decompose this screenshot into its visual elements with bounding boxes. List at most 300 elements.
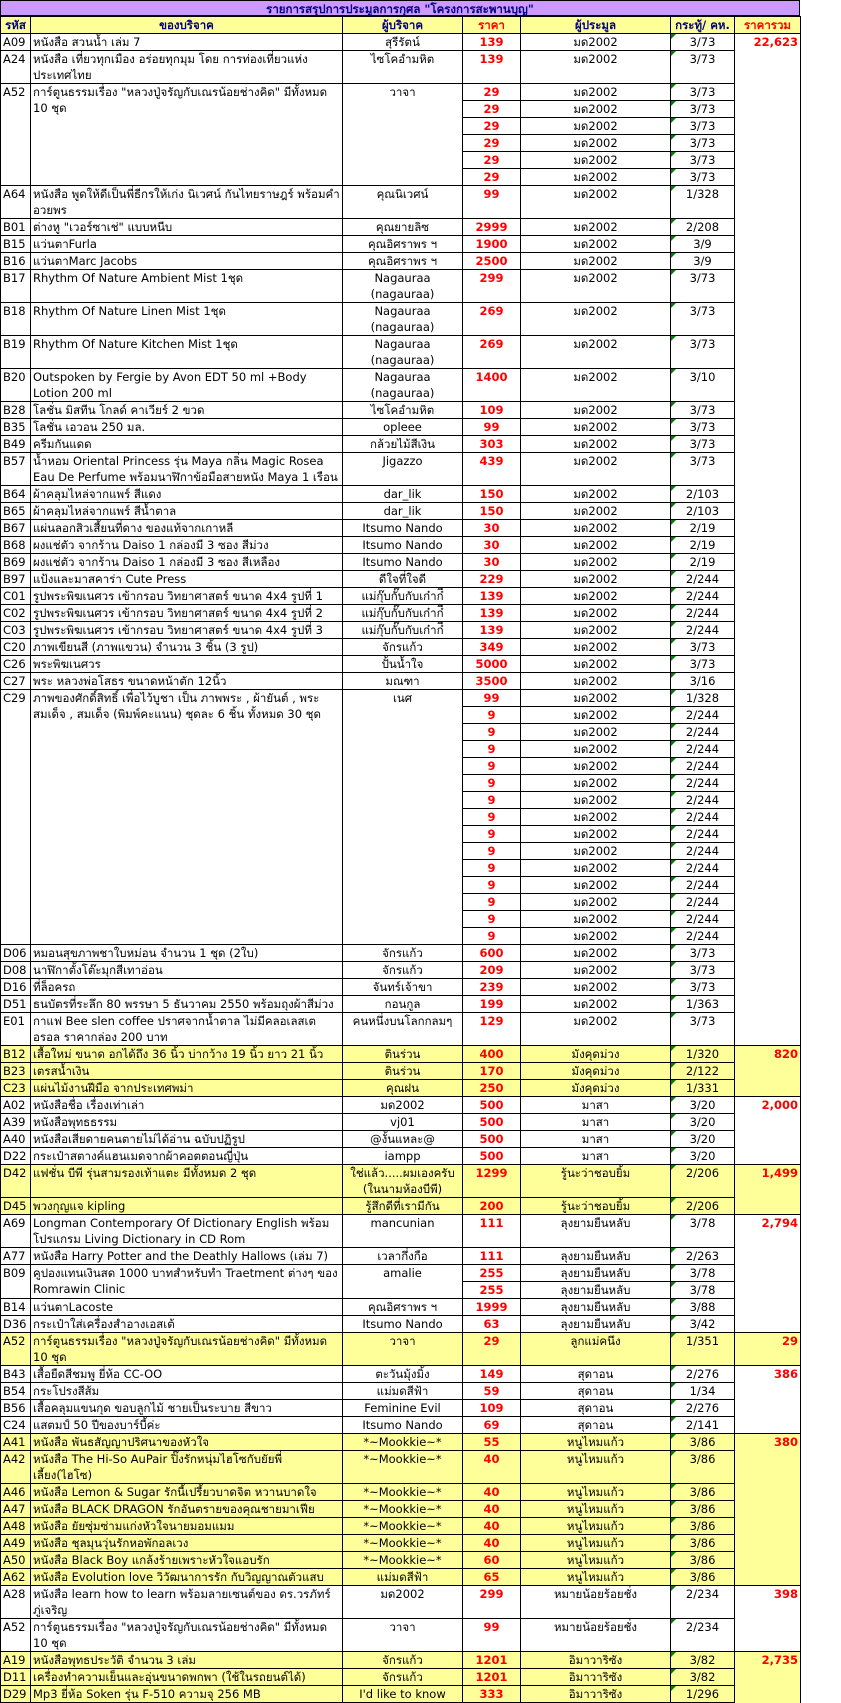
cell-bidder: มด2002	[521, 775, 671, 792]
cell-bidder: มด2002	[521, 877, 671, 894]
cell-donor: ไซโคอำมหิต	[343, 51, 463, 84]
cell-code: A47	[1, 1501, 31, 1518]
cell-item: หนังสือเสียดายคนตายไม่ได้อ่าน ฉบับปฏิรูป	[31, 1131, 343, 1148]
cell-bidder: มด2002	[521, 520, 671, 537]
cell-donor: Nagauraa (nagauraa)	[343, 336, 463, 369]
cell-price: 9	[463, 758, 521, 775]
table-row	[1, 453, 801, 486]
cell-thread: 2/244	[671, 724, 735, 741]
cell-bidder: มาสา	[521, 1148, 671, 1165]
cell-price: 303	[463, 436, 521, 453]
cell-bidder: มด2002	[521, 741, 671, 758]
cell-item: พระพิฆเนศวร	[31, 656, 343, 673]
cell-total	[735, 453, 801, 486]
cell-donor: ตะวันมุ้งมิ้ง	[343, 1366, 463, 1383]
cell-donor: จันทร์เจ้าขา	[343, 979, 463, 996]
cell-bidder: มาสา	[521, 1114, 671, 1131]
cell-item: หนังสือ ยัยซุ่มซ่ามแก่งหัวใจนายมอมแมม	[31, 1518, 343, 1535]
cell-code: A46	[1, 1484, 31, 1501]
cell-bidder: มด2002	[521, 996, 671, 1013]
cell-donor: คุณอิศราพร ฯ	[343, 253, 463, 270]
table-row	[1, 945, 801, 962]
cell-thread: 3/86	[671, 1451, 735, 1484]
cell-item: แฟชั่น บีพี รุ่นสามรองเท้าแตะ มีทั้งหมด 2 ชุด	[31, 1165, 343, 1198]
cell-price: 170	[463, 1063, 521, 1080]
cell-bidder: มด2002	[521, 809, 671, 826]
table-row	[1, 1215, 801, 1248]
cell-bidder: มด2002	[521, 622, 671, 639]
cell-price: 9	[463, 741, 521, 758]
cell-code: A40	[1, 1131, 31, 1148]
cell-code: B49	[1, 436, 31, 453]
cell-bidder: ลุงยามยืนหลับ	[521, 1265, 671, 1282]
cell-thread: 2/244	[671, 877, 735, 894]
cell-bidder: หนูไหมแก้ว	[521, 1434, 671, 1451]
table-row	[1, 1148, 801, 1165]
cell-bidder: อิมาวาริซัง	[521, 1652, 671, 1669]
cell-price: 299	[463, 270, 521, 303]
cell-price: 29	[463, 101, 521, 118]
table-row	[1, 1097, 801, 1114]
cell-bidder: มด2002	[521, 1013, 671, 1046]
cell-bidder: มด2002	[521, 588, 671, 605]
cell-total	[735, 571, 801, 588]
cell-code: A39	[1, 1114, 31, 1131]
cell-donor: Itsumo Nando	[343, 554, 463, 571]
table-row	[1, 186, 801, 219]
cell-donor: เวลากึ่งกือ	[343, 1248, 463, 1265]
cell-item: Mp3 ยี่ห้อ Soken รุ่น F-510 ความจุ 256 MB	[31, 1686, 343, 1703]
cell-price: 40	[463, 1518, 521, 1535]
cell-thread: 2/244	[671, 758, 735, 775]
cell-code: B97	[1, 571, 31, 588]
cell-price: 1900	[463, 236, 521, 253]
cell-donor: Itsumo Nando	[343, 1417, 463, 1434]
cell-donor: แม่กุ๊บกั๊บกับเก๋าก๋ี้	[343, 622, 463, 639]
cell-total	[735, 369, 801, 402]
header-bidder: ผู้ประมูล	[521, 17, 671, 34]
cell-price: 500	[463, 1097, 521, 1114]
cell-total	[735, 843, 801, 860]
cell-bidder: มด2002	[521, 690, 671, 707]
table-row	[1, 1131, 801, 1148]
cell-code: B35	[1, 419, 31, 436]
table-row	[1, 1535, 801, 1552]
cell-price: 500	[463, 1148, 521, 1165]
cell-code: A69	[1, 1215, 31, 1248]
cell-bidder: สุดาอน	[521, 1383, 671, 1400]
sheet-title: รายการสรุปการประมูลการกุศล "โครงการสะพานบุญ"	[0, 0, 800, 16]
cell-total	[735, 84, 801, 101]
cell-thread: 3/73	[671, 270, 735, 303]
cell-item: หนังสือ เที่ยวทุกเมือง อร่อยทุกมุม โดย การท่องเที่ยวแห่งประเทศไทย	[31, 51, 343, 84]
cell-donor: คุณอิศราพร ฯ	[343, 236, 463, 253]
cell-thread: 3/20	[671, 1097, 735, 1114]
cell-thread: 3/78	[671, 1265, 735, 1282]
cell-total: 22,623	[735, 34, 801, 51]
cell-donor: amalie	[343, 1265, 463, 1299]
cell-donor: opleee	[343, 419, 463, 436]
cell-price: 111	[463, 1248, 521, 1265]
cell-donor: สุรีรัตน์	[343, 34, 463, 51]
cell-price: 3500	[463, 673, 521, 690]
cell-price: 63	[463, 1316, 521, 1333]
cell-item: ผ้าคลุมไหล่จากแพร์ สีแดง	[31, 486, 343, 503]
cell-item: หนังสือ สวนน้ำ เล่ม 7	[31, 34, 343, 51]
cell-code: A50	[1, 1552, 31, 1569]
cell-price: 9	[463, 792, 521, 809]
cell-bidder: ลุงยามยืนหลับ	[521, 1299, 671, 1316]
cell-total	[735, 605, 801, 622]
table-row	[1, 1484, 801, 1501]
table-row	[1, 219, 801, 236]
cell-thread: 2/141	[671, 1417, 735, 1434]
cell-bidder: มด2002	[521, 169, 671, 186]
cell-price: 2999	[463, 219, 521, 236]
cell-thread: 2/244	[671, 826, 735, 843]
cell-thread: 3/42	[671, 1316, 735, 1333]
cell-total	[735, 724, 801, 741]
cell-donor: กล้วยไม้สีเงิน	[343, 436, 463, 453]
cell-item: ภาพของศักดิ์สิทธิ์ เพื่อไว้บูชา เป็น ภาพพระ , ผ้ายันต์ , พระสมเด็จ , สมเด็จ (พิมพ์คะแนน) ชุดละ 6 ชิ้น ทั้งหมด 30 ชุด	[31, 690, 343, 945]
cell-donor: *~Mookkie~*	[343, 1518, 463, 1535]
table-row	[1, 1569, 801, 1586]
cell-price: 69	[463, 1417, 521, 1434]
cell-price: 99	[463, 419, 521, 436]
cell-thread: 2/208	[671, 219, 735, 236]
cell-bidder: มด2002	[521, 453, 671, 486]
cell-code: C26	[1, 656, 31, 673]
cell-price: 500	[463, 1131, 521, 1148]
cell-code: D16	[1, 979, 31, 996]
cell-thread: 2/244	[671, 928, 735, 945]
cell-code: A24	[1, 51, 31, 84]
cell-code: A52	[1, 1333, 31, 1366]
cell-item: นาฬิกาตั้งโต๊ะมุกสีเทาอ่อน	[31, 962, 343, 979]
cell-code: B67	[1, 520, 31, 537]
table-row	[1, 1451, 801, 1484]
cell-total	[735, 152, 801, 169]
cell-item: หนังสือ Evolution love วิวัฒนาการรัก กับวิญญาณตัวแสบ	[31, 1569, 343, 1586]
cell-price: 1400	[463, 369, 521, 402]
cell-total	[735, 979, 801, 996]
cell-item: รูปพระพิฆเนศวร เข้ากรอบ วิทยาศาสตร์ ขนาด 4x4 รูปที่ 2	[31, 605, 343, 622]
cell-thread: 3/20	[671, 1148, 735, 1165]
cell-price: 139	[463, 51, 521, 84]
cell-price: 9	[463, 809, 521, 826]
cell-donor: คุณอิศราพร ฯ	[343, 1299, 463, 1316]
cell-total	[735, 419, 801, 436]
table-row	[1, 537, 801, 554]
cell-item: Rhythm Of Nature Kitchen Mist 1ชุด	[31, 336, 343, 369]
cell-bidder: มังคุดม่วง	[521, 1046, 671, 1063]
cell-price: 129	[463, 1013, 521, 1046]
cell-total	[735, 1013, 801, 1046]
cell-thread: 2/206	[671, 1198, 735, 1215]
cell-item: ที่ล็อครถ	[31, 979, 343, 996]
cell-thread: 3/10	[671, 369, 735, 402]
cell-bidder: หมายน้อยร้อยชั่ง	[521, 1619, 671, 1652]
cell-donor: @งั้นแหละ@	[343, 1131, 463, 1148]
cell-thread: 2/276	[671, 1400, 735, 1417]
cell-price: 29	[463, 135, 521, 152]
cell-code: D08	[1, 962, 31, 979]
cell-thread: 3/88	[671, 1299, 735, 1316]
cell-item: เตรสน้ำเงิน	[31, 1063, 343, 1080]
cell-code: B54	[1, 1383, 31, 1400]
cell-bidder: มด2002	[521, 219, 671, 236]
cell-price: 40	[463, 1501, 521, 1518]
cell-price: 65	[463, 1569, 521, 1586]
cell-code: B69	[1, 554, 31, 571]
cell-total	[735, 962, 801, 979]
cell-thread: 2/234	[671, 1619, 735, 1652]
cell-price: 299	[463, 1586, 521, 1619]
cell-price: 139	[463, 588, 521, 605]
table-row	[1, 1669, 801, 1686]
cell-price: 150	[463, 503, 521, 520]
cell-code: C29	[1, 690, 31, 945]
cell-code: B57	[1, 453, 31, 486]
cell-donor: Itsumo Nando	[343, 1316, 463, 1333]
cell-total: 380	[735, 1434, 801, 1586]
cell-thread: 3/73	[671, 135, 735, 152]
cell-code: C03	[1, 622, 31, 639]
cell-code: D11	[1, 1669, 31, 1686]
cell-bidder: หนูไหมแก้ว	[521, 1501, 671, 1518]
cell-price: 29	[463, 118, 521, 135]
cell-item: หนังสือ ชุลมุนวุ่นรักหอพักอลเวง	[31, 1535, 343, 1552]
cell-donor: dar_lik	[343, 503, 463, 520]
cell-price: 9	[463, 775, 521, 792]
cell-price: 29	[463, 169, 521, 186]
cell-thread: 2/244	[671, 622, 735, 639]
table-row	[1, 1366, 801, 1383]
table-row	[1, 51, 801, 84]
cell-bidder: สุดาอน	[521, 1417, 671, 1434]
cell-code: C01	[1, 588, 31, 605]
cell-total: 2,735	[735, 1652, 801, 1703]
cell-item: คูปองแทนเงินสด 1000 บาทสำหรับทำ Traetment ต่างๆ ของ Romrawin Clinic	[31, 1265, 343, 1299]
cell-item: แผ่นลอกสิวเสี้ยนที่ดาง ของแท้จากเกาหลี	[31, 520, 343, 537]
cell-total: 29	[735, 1333, 801, 1366]
cell-thread: 1/296	[671, 1686, 735, 1703]
cell-item: ผงแช่ตัว จากร้าน Daiso 1 กล่องมี 3 ซอง สีเหลือง	[31, 554, 343, 571]
cell-total	[735, 51, 801, 84]
cell-thread: 3/20	[671, 1131, 735, 1148]
cell-thread: 3/9	[671, 236, 735, 253]
cell-code: A48	[1, 1518, 31, 1535]
cell-code: B68	[1, 537, 31, 554]
table-row	[1, 1080, 801, 1097]
cell-donor: ตินร่วน	[343, 1063, 463, 1080]
cell-thread: 3/73	[671, 402, 735, 419]
table-row	[1, 690, 801, 707]
cell-price: 500	[463, 1114, 521, 1131]
cell-code: B17	[1, 270, 31, 303]
cell-bidder: มด2002	[521, 962, 671, 979]
table-row	[1, 336, 801, 369]
table-row	[1, 979, 801, 996]
header-donor: ผู้บริจาค	[343, 17, 463, 34]
cell-thread: 1/331	[671, 1080, 735, 1097]
cell-item: หนังสือ Harry Potter and the Deathly Hallows (เล่ม 7)	[31, 1248, 343, 1265]
cell-code: B23	[1, 1063, 31, 1080]
table-row	[1, 503, 801, 520]
cell-item: พระ หลวงพ่อโสธร ขนาดหน้าตัก 12นิ้ว	[31, 673, 343, 690]
cell-code: C23	[1, 1080, 31, 1097]
cell-bidder: ลุงยามยืนหลับ	[521, 1215, 671, 1248]
cell-thread: 2/19	[671, 520, 735, 537]
cell-code: D22	[1, 1148, 31, 1165]
cell-code: C02	[1, 605, 31, 622]
table-row	[1, 588, 801, 605]
cell-donor: คุณยายลิซ	[343, 219, 463, 236]
table-row	[1, 1333, 801, 1366]
header-thread: กระทู้/ คห.	[671, 17, 735, 34]
cell-code: B09	[1, 1265, 31, 1299]
cell-donor: วาจา	[343, 1619, 463, 1652]
table-row	[1, 1248, 801, 1265]
cell-price: 111	[463, 1215, 521, 1248]
table-row	[1, 1552, 801, 1569]
cell-thread: 2/276	[671, 1366, 735, 1383]
cell-price: 9	[463, 860, 521, 877]
cell-price: 59	[463, 1383, 521, 1400]
cell-price: 109	[463, 402, 521, 419]
cell-donor: ใช่แล้ว.....ผมเองครับ (ในนามห้องบีพี)	[343, 1165, 463, 1198]
cell-total	[735, 520, 801, 537]
cell-total	[735, 135, 801, 152]
cell-price: 1999	[463, 1299, 521, 1316]
cell-donor: Itsumo Nando	[343, 520, 463, 537]
table-row	[1, 962, 801, 979]
cell-price: 9	[463, 707, 521, 724]
cell-item: ธนบัตรที่ระลึก 80 พรรษา 5 ธันวาคม 2550 พร้อมถุงผ้าสีม่วง	[31, 996, 343, 1013]
cell-total	[735, 554, 801, 571]
cell-item: หนังสือ พูดให้ดีเป็นพี่ธีกรให้เก่ง นิเวศน์ กันไทยราษฎร์ พร้อมคำอวยพร	[31, 186, 343, 219]
cell-code: B19	[1, 336, 31, 369]
cell-total	[735, 336, 801, 369]
cell-bidder: มด2002	[521, 571, 671, 588]
cell-donor: vj01	[343, 1114, 463, 1131]
cell-bidder: มังคุดม่วง	[521, 1063, 671, 1080]
cell-price: 333	[463, 1686, 521, 1703]
header-total: ราคารวม	[735, 17, 801, 34]
cell-price: 200	[463, 1198, 521, 1215]
cell-price: 109	[463, 1400, 521, 1417]
cell-bidder: มด2002	[521, 369, 671, 402]
cell-total	[735, 402, 801, 419]
cell-donor: จักรแก้ว	[343, 962, 463, 979]
cell-item: เสื้อคลุมแขนกุด ขอบลูกไม้ ชายเป็นระบาย สีขาว	[31, 1400, 343, 1417]
cell-total	[735, 118, 801, 135]
cell-total: 1,499	[735, 1165, 801, 1215]
cell-price: 400	[463, 1046, 521, 1063]
cell-price: 150	[463, 486, 521, 503]
cell-item: Rhythm Of Nature Linen Mist 1ชุด	[31, 303, 343, 336]
cell-donor: แม่กุ๊บกั๊บกับเก๋าก๋ี้	[343, 605, 463, 622]
cell-bidder: สุดาอน	[521, 1400, 671, 1417]
cell-bidder: อิมาวาริซัง	[521, 1669, 671, 1686]
table-row	[1, 1114, 801, 1131]
cell-thread: 3/86	[671, 1552, 735, 1569]
cell-total	[735, 253, 801, 270]
cell-item: หนังสือ พันธสัญญาปริศนาของหัวใจ	[31, 1434, 343, 1451]
table-row	[1, 1586, 801, 1619]
cell-code: D42	[1, 1165, 31, 1198]
table-row	[1, 1417, 801, 1434]
cell-price: 29	[463, 1333, 521, 1366]
cell-thread: 3/73	[671, 152, 735, 169]
cell-total: 398	[735, 1586, 801, 1652]
cell-price: 255	[463, 1282, 521, 1299]
cell-code: C24	[1, 1417, 31, 1434]
table-row	[1, 1198, 801, 1215]
cell-bidder: มด2002	[521, 303, 671, 336]
cell-thread: 2/19	[671, 537, 735, 554]
table-row	[1, 1383, 801, 1400]
table-row	[1, 369, 801, 402]
cell-thread: 1/34	[671, 1383, 735, 1400]
cell-thread: 2/244	[671, 792, 735, 809]
table-row	[1, 84, 801, 101]
table-row	[1, 1013, 801, 1046]
cell-thread: 2/244	[671, 894, 735, 911]
cell-donor: มณฑา	[343, 673, 463, 690]
cell-donor: จักรแก้ว	[343, 945, 463, 962]
cell-thread: 3/86	[671, 1434, 735, 1451]
cell-thread: 2/244	[671, 911, 735, 928]
cell-thread: 3/73	[671, 118, 735, 135]
table-row	[1, 1299, 801, 1316]
cell-item: พวงกุญแจ kipling	[31, 1198, 343, 1215]
cell-thread: 3/86	[671, 1535, 735, 1552]
cell-item: หนังสือชื่อ เรื่องเท่าเล่า	[31, 1097, 343, 1114]
cell-bidder: หมายน้อยร้อยชั่ง	[521, 1586, 671, 1619]
cell-price: 40	[463, 1535, 521, 1552]
cell-price: 30	[463, 554, 521, 571]
table-row	[1, 1165, 801, 1198]
cell-price: 29	[463, 84, 521, 101]
cell-donor: I'd like to know	[343, 1686, 463, 1703]
cell-price: 55	[463, 1434, 521, 1451]
cell-bidder: มด2002	[521, 724, 671, 741]
cell-total	[735, 894, 801, 911]
cell-thread: 3/86	[671, 1484, 735, 1501]
cell-donor: *~Mookkie~*	[343, 1535, 463, 1552]
cell-item: แผ่นไม้งานฝีมือ จากประเทศพม่า	[31, 1080, 343, 1097]
cell-code: B16	[1, 253, 31, 270]
cell-total	[735, 809, 801, 826]
cell-price: 99	[463, 1619, 521, 1652]
cell-thread: 3/86	[671, 1518, 735, 1535]
cell-item: เสื้อยืดสีชมพู ยี่ห้อ CC-OO	[31, 1366, 343, 1383]
cell-thread: 3/73	[671, 34, 735, 51]
cell-item: กาแฟ Bee slen coffee ปราศจากน้ำตาล ไม่มีคลอเลสเตอรอล ราคากล่อง 200 บาท	[31, 1013, 343, 1046]
table-row	[1, 520, 801, 537]
table-row	[1, 1046, 801, 1063]
cell-code: B43	[1, 1366, 31, 1383]
cell-bidder: มด2002	[521, 503, 671, 520]
cell-item: ครีมกันแดด	[31, 436, 343, 453]
cell-bidder: มด2002	[521, 402, 671, 419]
cell-price: 40	[463, 1451, 521, 1484]
cell-bidder: มด2002	[521, 101, 671, 118]
cell-bidder: ลุงยามยืนหลับ	[521, 1282, 671, 1299]
cell-bidder: หนูไหมแก้ว	[521, 1569, 671, 1586]
cell-total	[735, 741, 801, 758]
